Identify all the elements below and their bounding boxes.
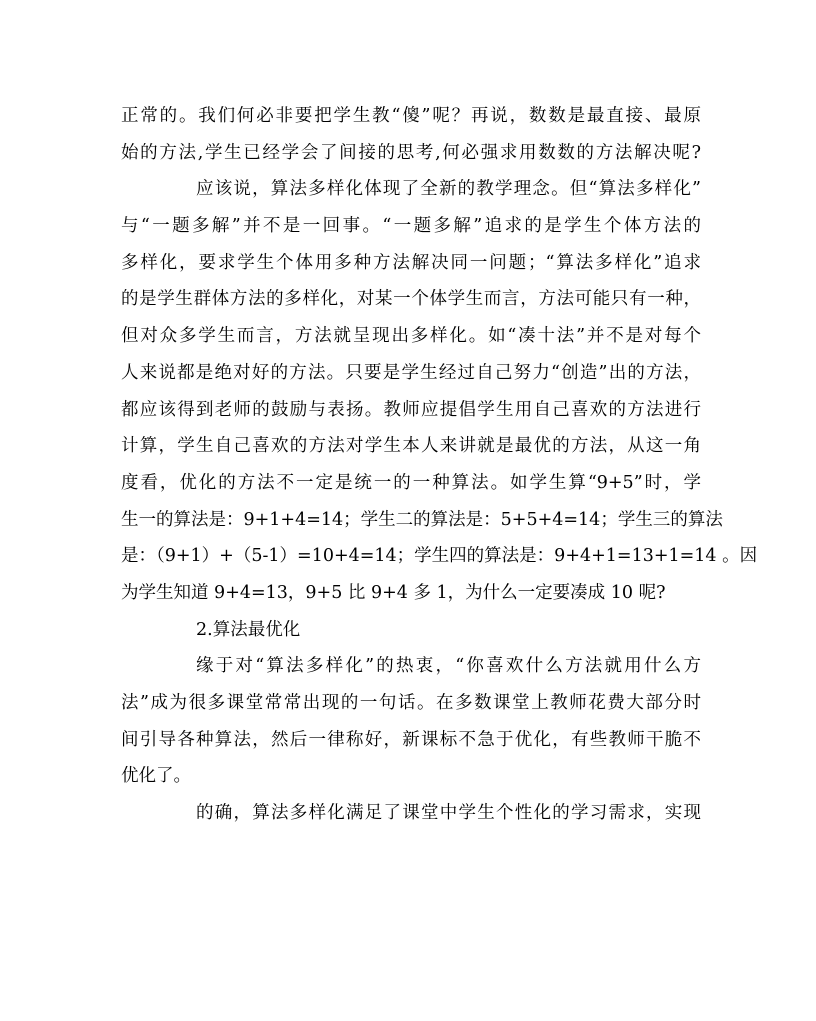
- paragraph-first-line: 应该说，算法多样化体现了全新的教学理念。但“算法多样化”: [196, 179, 701, 200]
- text-line: 多样化，要求学生个体用多种方法解决同一问题；“算法多样化”追求: [121, 252, 701, 273]
- section-heading: 2.算法最优化: [196, 619, 301, 640]
- text-line: 的是学生群体方法的多样化，对某一个体学生而言，方法可能只有一种，: [121, 289, 701, 310]
- text-line: 法”成为很多课堂常常出现的一句话。在多数课堂上教师花费大部分时: [121, 693, 701, 713]
- text-line: 间引导各种算法，然后一律称好，新课标不急于优化，有些教师干脆不: [121, 729, 701, 750]
- body-text: [121, 98, 758, 832]
- text-line: 为学生知道 9+4=13，9+5 比 9+4 多 1，为什么一定要凑成 10 呢?: [121, 582, 666, 603]
- text-line: 优化了。: [121, 766, 191, 787]
- text-line: 但对众多学生而言，方法就呈现出多样化。如“凑十法”并不是对每个: [121, 326, 701, 347]
- text-line: 都应该得到老师的鼓励与表扬。教师应提倡学生用自己喜欢的方法进行: [121, 399, 701, 420]
- paragraph-first-line: 缘于对“算法多样化”的热衷，“你喜欢什么方法就用什么方: [196, 656, 701, 677]
- text-line: 生一的算法是：9+1+4=14；学生二的算法是：5+5+4=14；学生三的算法: [121, 509, 723, 530]
- text-line: 与“一题多解”并不是一回事。“一题多解”追求的是学生个体方法的: [121, 216, 701, 237]
- text-line: 计算，学生自己喜欢的方法对学生本人来讲就是最优的方法，从这一角: [121, 436, 701, 457]
- text-line: 始的方法,学生已经学会了间接的思考,何必强求用数数的方法解决呢?: [121, 142, 701, 163]
- paragraph-first-line: 的确，算法多样化满足了课堂中学生个性化的学习需求，实现: [196, 803, 701, 824]
- text-line: 是：（9+1）+（5-1）=10+4=14；学生四的算法是：9+4+1=13+1=14 。因: [121, 546, 758, 567]
- text-line: 正常的。我们何必非要把学生教“傻”呢？再说，数数是最直接、最原: [121, 106, 701, 126]
- text-line: 度看，优化的方法不一定是统一的一种算法。如学生算“9+5”时，学: [121, 472, 701, 493]
- text-line: 人来说都是绝对好的方法。只要是学生经过自己努力“创造”出的方法，: [121, 362, 701, 383]
